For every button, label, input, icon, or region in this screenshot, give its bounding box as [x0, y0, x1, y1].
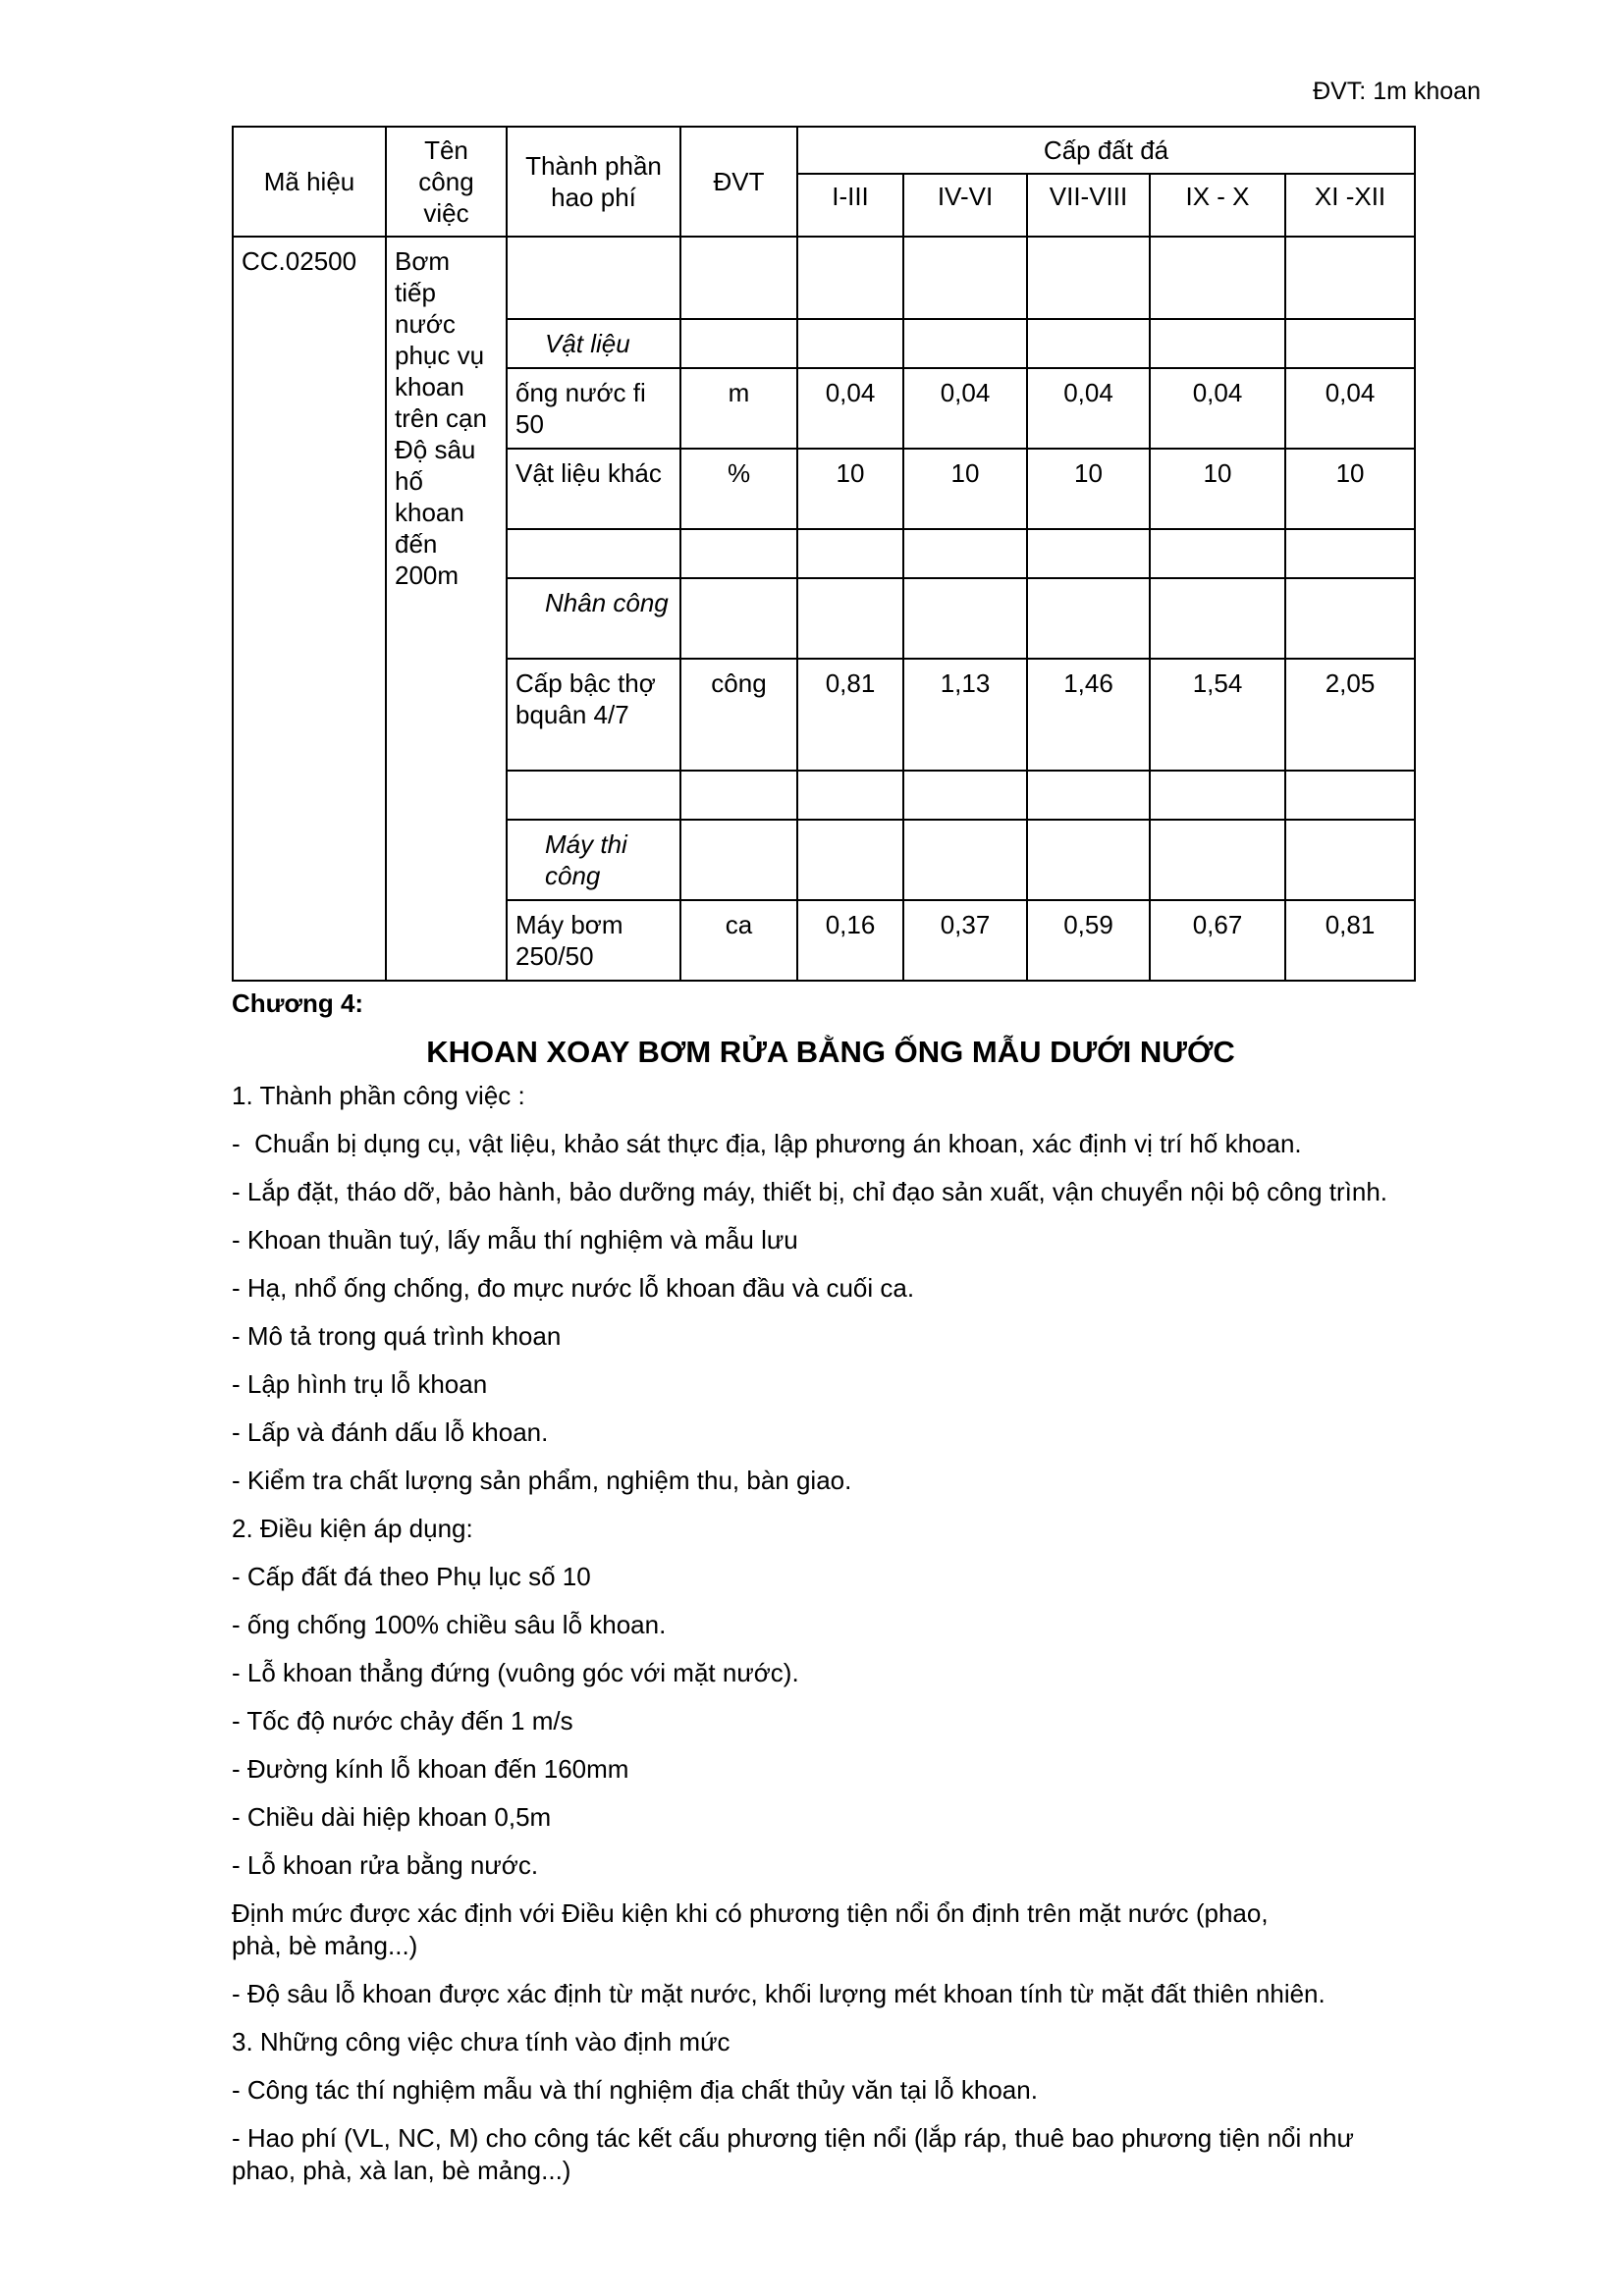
paragraph: - Chiều dài hiệp khoan 0,5m: [232, 1802, 552, 1832]
value-cell: [1285, 820, 1415, 900]
unit-cell: [680, 820, 797, 900]
value-cell: 0,04: [903, 368, 1027, 449]
paragraph: - Lắp đặt, tháo dỡ, bảo hành, bảo dưỡng máy, thiết bị, chỉ đạo sản xuất, vận chuyển nội bộ công trình.: [232, 1177, 1388, 1206]
component-label: [507, 237, 680, 319]
paragraph: - Chuẩn bị dụng cụ, vật liệu, khảo sát thực địa, lập phương án khoan, xác định vị trí hố khoan.: [232, 1129, 1302, 1158]
value-cell: 10: [903, 449, 1027, 529]
work-code: CC.02500: [233, 237, 386, 981]
paragraph: - ống chống 100% chiều sâu lỗ khoan.: [232, 1610, 667, 1639]
paragraph-list: [232, 1080, 1479, 2187]
paragraph: - Tốc độ nước chảy đến 1 m/s: [232, 1706, 573, 1735]
paragraph: - Đường kính lỗ khoan đến 160mm: [232, 1754, 629, 1784]
unit-cell: [680, 529, 797, 578]
value-cell: 10: [797, 449, 903, 529]
value-cell: [903, 319, 1027, 368]
value-cell: [1150, 578, 1285, 659]
unit-note: ĐVT: 1m khoan: [1313, 78, 1481, 105]
value-cell: [1285, 319, 1415, 368]
header-grade-1: I-III: [797, 174, 903, 237]
value-cell: 0,04: [1027, 368, 1150, 449]
value-cell: 0,81: [1285, 900, 1415, 981]
value-cell: [1027, 771, 1150, 820]
header-grade-2: IV-VI: [903, 174, 1027, 237]
header-unit: ĐVT: [680, 127, 797, 237]
value-cell: [1285, 529, 1415, 578]
unit-cell: công: [680, 659, 797, 771]
norm-table: [232, 126, 1416, 982]
value-cell: 0,81: [797, 659, 903, 771]
value-cell: [1150, 319, 1285, 368]
paragraph: 3. Những công việc chưa tính vào định mức: [232, 2027, 731, 2056]
value-cell: 0,67: [1150, 900, 1285, 981]
component-label: [507, 771, 680, 820]
category-label: Vật liệu: [507, 319, 680, 368]
value-cell: [1285, 771, 1415, 820]
value-cell: [797, 820, 903, 900]
value-cell: 2,05: [1285, 659, 1415, 771]
paragraph: - Hao phí (VL, NC, M) cho công tác kết cấu phương tiện nổi (lắp ráp, thuê bao phương tiện nổi như phao, phà, xà lan, bè mảng...): [232, 2123, 1354, 2185]
paragraph: - Kiểm tra chất lượng sản phẩm, nghiệm thu, bàn giao.: [232, 1466, 852, 1495]
component-label: [507, 529, 680, 578]
value-cell: [1285, 237, 1415, 319]
value-cell: 0,59: [1027, 900, 1150, 981]
component-label: Vật liệu khác: [507, 449, 680, 529]
paragraph: - Lỗ khoan thẳng đứng (vuông góc với mặt nước).: [232, 1658, 799, 1687]
value-cell: 0,37: [903, 900, 1027, 981]
paragraph: - Hạ, nhổ ống chống, đo mực nước lỗ khoan đầu và cuối ca.: [232, 1273, 915, 1303]
value-cell: [797, 237, 903, 319]
value-cell: [1027, 529, 1150, 578]
value-cell: [1150, 820, 1285, 900]
value-cell: 0,16: [797, 900, 903, 981]
unit-cell: %: [680, 449, 797, 529]
value-cell: [903, 237, 1027, 319]
value-cell: [1027, 319, 1150, 368]
value-cell: [1027, 237, 1150, 319]
header-grade-3: VII-VIII: [1027, 174, 1150, 237]
value-cell: 1,54: [1150, 659, 1285, 771]
paragraph: Định mức được xác định với Điều kiện khi có phương tiện nổi ổn định trên mặt nước (phao, phà, bè mảng...): [232, 1898, 1269, 1960]
unit-cell: [680, 578, 797, 659]
value-cell: 0,04: [1150, 368, 1285, 449]
paragraph: 2. Điều kiện áp dụng:: [232, 1514, 473, 1543]
paragraph: - Độ sâu lỗ khoan được xác định từ mặt nước, khối lượng mét khoan tính từ mặt đất thiên nhiên.: [232, 1979, 1326, 2008]
value-cell: 1,13: [903, 659, 1027, 771]
unit-cell: [680, 237, 797, 319]
header-code: Mã hiệu: [233, 127, 386, 237]
paragraph: - Công tác thí nghiệm mẫu và thí nghiệm địa chất thủy văn tại lỗ khoan.: [232, 2075, 1038, 2105]
paragraph: - Cấp đất đá theo Phụ lục số 10: [232, 1562, 591, 1591]
category-label: Nhân công: [507, 578, 680, 659]
value-cell: [797, 319, 903, 368]
value-cell: [903, 578, 1027, 659]
value-cell: 1,46: [1027, 659, 1150, 771]
unit-cell: [680, 771, 797, 820]
unit-cell: m: [680, 368, 797, 449]
value-cell: [903, 771, 1027, 820]
chapter-title: KHOAN XOAY BƠM RỬA BẰNG ỐNG MẪU DƯỚI NƯỚC: [426, 1035, 1235, 1069]
component-label: Cấp bậc thợ bquân 4/7: [507, 659, 680, 771]
value-cell: 0,04: [1285, 368, 1415, 449]
value-cell: 10: [1285, 449, 1415, 529]
value-cell: [1027, 820, 1150, 900]
work-name: Bơm tiếp nước phục vụ khoan trên cạn Độ sâu hố khoan đến 200m: [386, 237, 507, 981]
norm-table-body: [233, 237, 1415, 981]
component-label: Máy bơm 250/50: [507, 900, 680, 981]
value-cell: 10: [1027, 449, 1150, 529]
category-label: Máy thi công: [507, 820, 680, 900]
header-grade: Cấp đất đá: [797, 127, 1415, 174]
value-cell: [903, 529, 1027, 578]
unit-cell: ca: [680, 900, 797, 981]
paragraph: 1. Thành phần công việc :: [232, 1081, 525, 1110]
value-cell: [1150, 237, 1285, 319]
value-cell: [903, 820, 1027, 900]
value-cell: [797, 529, 903, 578]
value-cell: [1285, 578, 1415, 659]
header-component: Thành phần hao phí: [507, 127, 680, 237]
table-row: [233, 237, 1415, 319]
chapter-content: [232, 988, 1479, 2203]
header-grade-5: XI -XII: [1285, 174, 1415, 237]
value-cell: [1150, 529, 1285, 578]
paragraph: - Lấp và đánh dấu lỗ khoan.: [232, 1417, 549, 1447]
value-cell: [797, 771, 903, 820]
value-cell: [1027, 578, 1150, 659]
value-cell: [1150, 771, 1285, 820]
paragraph: - Lập hình trụ lỗ khoan: [232, 1369, 488, 1399]
value-cell: [797, 578, 903, 659]
paragraph: - Khoan thuần tuý, lấy mẫu thí nghiệm và mẫu lưu: [232, 1225, 798, 1255]
component-label: ống nước fi 50: [507, 368, 680, 449]
value-cell: 10: [1150, 449, 1285, 529]
chapter-label: Chương 4:: [232, 988, 364, 1018]
unit-cell: [680, 319, 797, 368]
paragraph: - Mô tả trong quá trình khoan: [232, 1321, 562, 1351]
paragraph: - Lỗ khoan rửa bằng nước.: [232, 1850, 539, 1880]
value-cell: 0,04: [797, 368, 903, 449]
header-grade-4: IX - X: [1150, 174, 1285, 237]
header-work: Tên công việc: [386, 127, 507, 237]
